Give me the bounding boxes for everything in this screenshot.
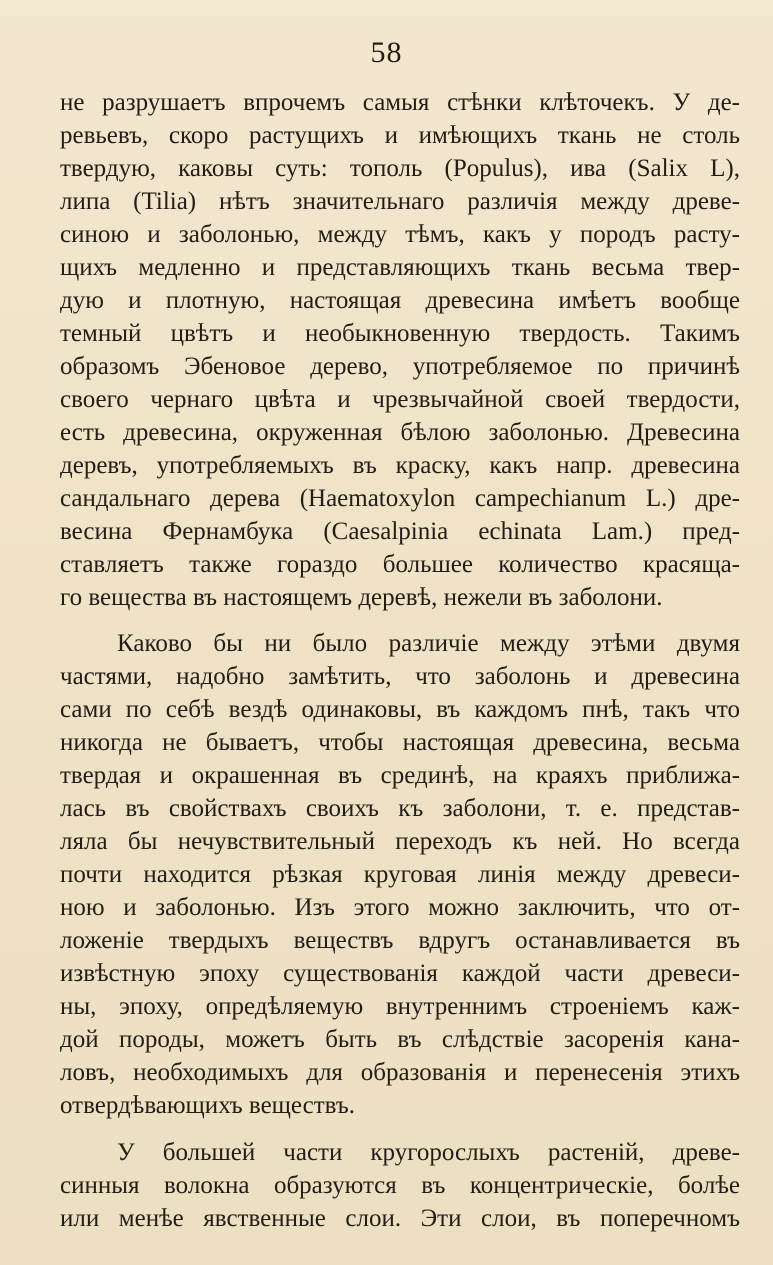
text-line: частями, надобно замѣтить, что заболонь и древесина bbox=[60, 663, 740, 690]
text-line: ловъ, необходимыхъ для образованія и перенесенія этихъ bbox=[60, 1059, 740, 1086]
text-line: ложеніе твердыхъ веществъ вдругъ останавливается въ bbox=[60, 927, 740, 954]
text-line: или менѣе явственные слои. Эти слои, въ поперечномъ bbox=[60, 1205, 740, 1232]
text-line: синою и заболонью, между тѣмъ, какъ у породъ расту- bbox=[60, 221, 740, 248]
text-line: У большей части кругорослыхъ растеній, древе- bbox=[117, 1139, 740, 1166]
text-line: отвердѣвающихъ веществъ. bbox=[60, 1092, 356, 1119]
text-line: никогда не бываетъ, чтобы настоящая древесина, весьма bbox=[60, 729, 740, 756]
text-line: почти находится рѣзкая круговая линія между древеси- bbox=[60, 861, 740, 888]
text-line: не разрушаетъ впрочемъ самыя стѣнки клѣточекъ. У де- bbox=[60, 89, 740, 116]
text-line: ляла бы нечувствительный переходъ къ ней. Но всегда bbox=[60, 828, 740, 855]
text-line: дой породы, можетъ быть въ слѣдствіе засоренія кана- bbox=[60, 1026, 740, 1053]
text-line: ною и заболонью. Изъ этого можно заключить, что от- bbox=[60, 894, 740, 921]
text-line: есть древесина, окруженная бѣлою заболонью. Древесина bbox=[60, 419, 740, 446]
text-line: извѣстную эпоху существованія каждой части древеси- bbox=[60, 960, 740, 987]
text-line: го вещества въ настоящемъ деревѣ, нежели въ заболони. bbox=[60, 584, 663, 611]
text-line: своего чернаго цвѣта и чрезвычайной своей твердости, bbox=[60, 386, 740, 413]
text-line: твердая и окрашенная въ срединѣ, на краяхъ приближа- bbox=[60, 762, 740, 789]
text-line: лась въ свойствахъ своихъ къ заболони, т. е. представ- bbox=[60, 795, 740, 822]
text-line: ны, эпоху, опредѣляемую внутреннимъ строеніемъ каж- bbox=[60, 993, 740, 1020]
text-line: деревъ, употребляемыхъ въ краску, какъ напр. древесина bbox=[60, 452, 740, 479]
text-line: щихъ медленно и представляющихъ ткань весьма твер- bbox=[60, 254, 740, 281]
text-line: сандальнаго дерева (Haematoxylon campechianum L.) дре- bbox=[60, 485, 740, 512]
text-line: сами по себѣ вездѣ одинаковы, въ каждомъ пнѣ, такъ что bbox=[60, 696, 740, 723]
text-line: образомъ Эбеновое дерево, употребляемое по причинѣ bbox=[60, 353, 740, 380]
text-line: ставляетъ также гораздо большее количество красяща- bbox=[60, 551, 740, 578]
text-line: ревьевъ, скоро растущихъ и имѣющихъ ткань не столь bbox=[60, 122, 740, 149]
text-line: синныя волокна образуются въ концентрическіе, болѣе bbox=[60, 1172, 740, 1199]
text-line: весина Фернамбука (Caesalpinia echinata Lam.) пред- bbox=[60, 518, 740, 545]
text-line: твердую, каковы суть: тополь (Populus), ива (Salix L), bbox=[60, 155, 740, 182]
text-line: дую и плотную, настоящая древесина имѣетъ вообще bbox=[60, 287, 740, 314]
text-line: липа (Tilia) нѣтъ значительнаго различія между древе- bbox=[60, 188, 740, 215]
text-line: темный цвѣтъ и необыкновенную твердость. Такимъ bbox=[60, 320, 740, 347]
page-number: 58 bbox=[370, 36, 403, 69]
text-line: Каково бы ни было различіе между этѣми двумя bbox=[117, 630, 740, 657]
